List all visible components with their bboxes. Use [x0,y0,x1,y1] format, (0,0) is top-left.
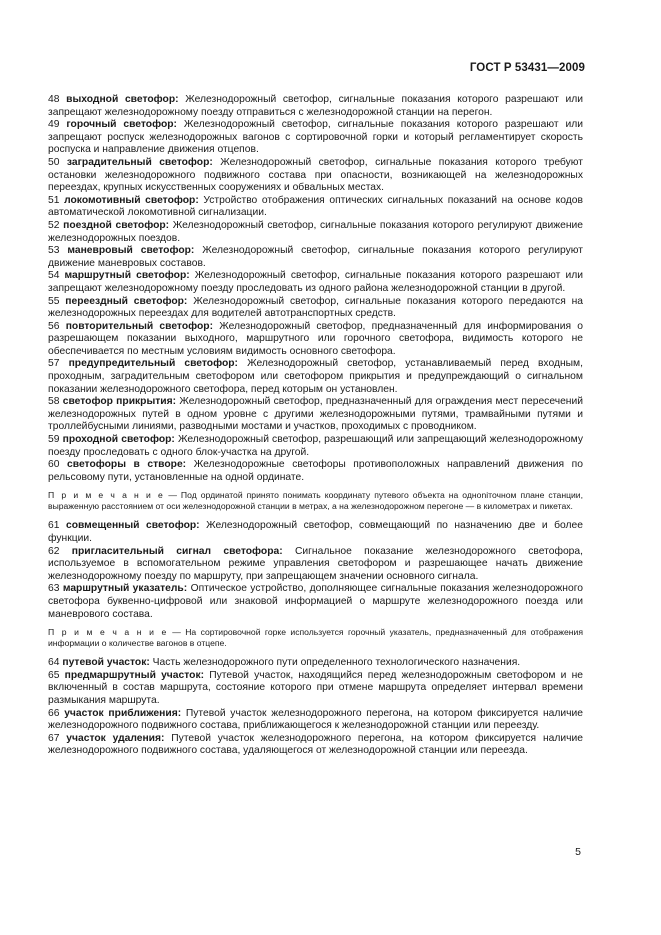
term-entry [48,220,583,245]
document-header: ГОСТ Р 53431—2009 [469,62,585,74]
term-number: 63 [48,583,60,595]
term-name: маршрутный светофор: [64,270,190,282]
term-entry [48,119,583,157]
term-name: путевой участок: [62,657,150,669]
page-number: 5 [575,846,581,858]
term-name: проходной светофор: [62,434,175,446]
term-name: маршрутный указатель: [62,583,188,595]
term-entry [48,520,583,545]
term-name: повторительный светофор: [65,320,213,332]
term-name: переездный светофор: [65,295,188,307]
term-entry [48,708,583,733]
term-definition: Железнодорожный светофор, сигнальные показания которого регулируют движение железнодорожных поездов. [48,219,583,244]
term-definition: Железнодорожный светофор, устанавливаемый перед входным, проходным, заградительным светофором или светофором прикрытия и предупреждающий о сигнальном показании железнодорожного светофора, перед которым он установлен. [48,358,583,395]
term-entry [48,434,583,459]
term-definition: Железнодорожный светофор, сигнальные показания которого разрешают или запрещают железнодорожному поезду отправиться с железнодорожной станции на перегон. [48,94,583,118]
term-entry [48,321,583,359]
term-entry [48,270,583,295]
term-number: 67 [48,732,60,744]
note-label: П р и м е ч а н и е [48,627,168,638]
term-name: горочный светофор: [66,119,177,131]
note-ordinate [48,490,583,512]
term-definition: Железнодорожный светофор, сигнальные показания которого передаются на железнодорожных переездах для водителей автотранспортных средств. [48,295,583,320]
term-definition: Устройство отображения оптических сигнальных показаний на основе кодов автоматической локомотивной сигнализации. [48,194,583,219]
term-name: светофор прикрытия: [62,396,177,408]
term-name: участок приближения: [64,707,182,719]
term-definition: Железнодорожный светофор, предназначенный для ограждения мест пересечений железнодорожных путей в одном уровне с другими железнодорожными путями, трамвайными путями и троллейбусными линиями, разводными мостами и участков, проходимых с проводником. [48,396,583,433]
term-definition: Железнодорожный светофор, сигнальные показания которого регулируют движение маневровых составов. [48,245,584,269]
term-name: поездной светофор: [63,219,170,231]
term-number: 54 [48,270,60,282]
term-group-b [48,520,583,621]
term-definition: Путевой участок железнодорожного перегона, на котором фиксируется наличие железнодорожного подвижного состава, приближающегося к железнодорожной станции или переезду. [48,707,583,732]
term-entry [48,670,583,708]
term-entry [48,583,583,621]
note-text: — Под ординатой принято понимать координату путевого объекта на одноniточном плане станции, выраженную расстоянием от оси железнодорожной станции в метрах, а на железнодорожном перегоне — в километрах и пикетах. [48,490,583,512]
term-entry [48,396,583,434]
term-number: 55 [48,295,60,307]
note-label: П р и м е ч а н и е [48,490,165,501]
term-entry [48,657,583,670]
term-number: 50 [48,156,60,168]
term-name: светофоры в створе: [67,459,187,471]
term-name: предупредительный светофор: [68,358,238,370]
term-entry [48,546,583,584]
term-number: 60 [48,459,60,471]
term-name: заградительный светофор: [66,156,213,168]
term-definition: Путевой участок, находящийся перед железнодорожным светофором и не включенный в состав маршрута, состояние которого при отмене маршрута определяет интервал времени размыкания маршрута. [48,669,583,706]
term-entry [48,157,583,195]
term-number: 48 [48,94,60,105]
term-name: пригласительный сигнал светофора: [71,545,283,557]
term-entry [48,245,583,270]
term-number: 62 [48,545,60,557]
term-entry [48,296,583,321]
term-number: 65 [48,669,60,681]
term-name: участок удаления: [66,732,165,744]
term-number: 59 [48,434,60,446]
term-name: предмаршрутный участок: [64,669,205,681]
term-number: 56 [48,320,60,332]
term-group-a [48,94,583,484]
term-name: совмещенный светофор: [65,520,200,532]
term-definition: Железнодорожный светофор, сигнальные показания которого разрешают или запрещают роспуск железнодорожных вагонов с сортировочной горки и который регламентирует скорость роспуска и направление движения отцепов. [48,119,583,156]
term-group-c [48,657,583,758]
term-entry [48,195,583,220]
term-entry [48,733,583,758]
term-definition: Железнодорожный светофор, предназначенный для информирования о разрешающем показании выходного, маршрутного или горочного светофора, видимость которого не обеспечивается по местным условиям видимость основного светофора. [48,320,583,357]
term-definition: Оптическое устройство, дополняющее сигнальные показания железнодорожного светофора буквенно-цифровой или знаковой информацией о маршруте железнодорожного поезда или маневрового состава. [48,583,583,620]
term-number: 58 [48,396,60,408]
term-definition: Железнодорожный светофор, разрешающий или запрещающий железнодорожному поезду проследовать с одного блок-участка на другой. [48,434,583,458]
term-number: 61 [48,520,60,532]
term-number: 53 [48,245,60,257]
document-body [48,94,583,758]
term-number: 66 [48,707,60,719]
term-number: 51 [48,194,60,206]
term-entry [48,94,583,119]
term-definition: Путевой участок железнодорожного перегона, на котором фиксируется наличие железнодорожного подвижного состава, удаляющегося от железнодорожной станции или переезда. [48,732,583,757]
term-name: маневровый светофор: [67,245,195,257]
term-number: 52 [48,219,60,231]
note-text: — На сортировочной горке используется горочный указатель, предназначенный для отображения информации о количестве вагонов в отцепе. [48,627,583,649]
term-name: локомотивный светофор: [64,194,199,206]
term-definition: Железнодорожный светофор, совмещающий по назначению две и более функции. [48,520,583,544]
term-definition: Сигнальное показание железнодорожного светофора, используемое в вспомогательном режиме управления светофором и разрешающее начать движение железнодорожному поезду по маршруту, при запрещающем значении основного сигнала. [48,545,583,582]
term-entry [48,358,583,396]
term-definition: Часть железнодорожного пути определенного технологического назначения. [152,657,521,669]
note-hump-indicator [48,627,583,649]
term-number: 64 [48,657,60,669]
term-number: 49 [48,119,60,131]
term-number: 57 [48,358,60,370]
term-definition: Железнодорожный светофор, сигнальные показания которого разрешают или запрещают железнодорожному поезду проследовать из одного района железнодорожной станции в другой. [48,270,583,294]
term-definition: Железнодорожные светофоры противоположных направлений движения по рельсовому пути, установленные на одной ординате. [48,459,583,483]
term-name: выходной светофор: [66,94,179,105]
term-definition: Железнодорожный светофор, сигнальные показания которого требуют остановки железнодорожного подвижного состава при опасности, возникающей на железнодорожных переездах, крупных искусственных сооружениях и обвальных местах. [48,156,583,194]
term-entry [48,459,583,484]
